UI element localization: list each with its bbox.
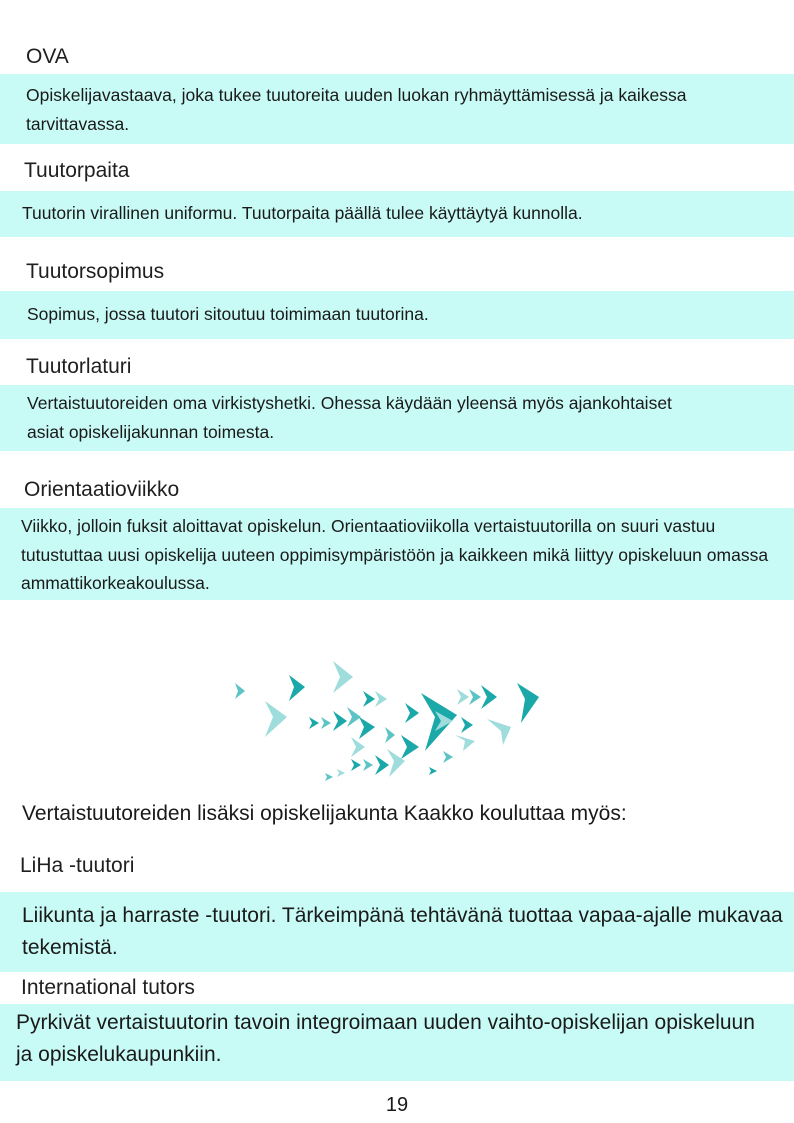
term-liha-tuutori: LiHa -tuutori [20, 854, 135, 877]
term-tuutorpaita: Tuutorpaita [24, 159, 130, 182]
definition-band-ova [0, 74, 794, 144]
flock-of-arrows-illustration [225, 655, 555, 790]
term-tuutorlaturi: Tuutorlaturi [26, 355, 132, 378]
definition-band-liha-tuutori [0, 892, 794, 972]
definition-band-tuutorsopimus [0, 291, 794, 339]
definition-ova: Opiskelijavastaava, joka tukee tuutoreita uuden luokan ryhmäyttämisessä ja kaikessa tarvittavassa. [26, 85, 687, 134]
definition-liha-tuutori: Liikunta ja harraste -tuutori. Tärkeimpänä tehtävänä tuottaa vapaa-ajalle mukavaa tekemistä. [22, 904, 783, 959]
definition-tuutorlaturi: Vertaistuutoreiden oma virkistyshetki. Ohessa käydään yleensä myös ajankohtaiset asiat opiskelijakunnan toimesta. [27, 393, 672, 442]
definition-band-tuutorpaita [0, 191, 794, 237]
definition-tuutorsopimus: Sopimus, jossa tuutori sitoutuu toimimaan tuutorina. [27, 304, 429, 324]
arrow-glyph [235, 661, 539, 781]
term-orientaatioviikko: Orientaatioviikko [24, 478, 180, 501]
term-ova: OVA [26, 45, 69, 68]
intro-text: Vertaistuutoreiden lisäksi opiskelijakunta Kaakko kouluttaa myös: [22, 802, 627, 825]
definition-band-tuutorlaturi [0, 385, 794, 451]
definition-band-orientaatioviikko [0, 508, 794, 600]
definition-tuutorpaita: Tuutorin virallinen uniformu. Tuutorpaita päällä tulee käyttäytyä kunnolla. [22, 203, 583, 223]
definition-band-international-tutors [0, 1004, 794, 1081]
term-international-tutors: International tutors [21, 976, 195, 999]
definition-orientaatioviikko: Viikko, jolloin fuksit aloittavat opiskelun. Orientaatioviikolla vertaistuutorilla on suuri vastuu tutustuttaa uusi opiskelija uuteen oppimisympäristöön ja kaikkeen mikä liittyy opiskeluun omassa ammattikorkeakoulussa. [21, 516, 769, 593]
page-number: 19 [385, 1094, 409, 1116]
term-tuutorsopimus: Tuutorsopimus [26, 260, 165, 283]
definition-international-tutors: Pyrkivät vertaistuutorin tavoin integroimaan uuden vaihto-opiskelijan opiskeluun ja opiskelukaupunkiin. [16, 1011, 755, 1066]
